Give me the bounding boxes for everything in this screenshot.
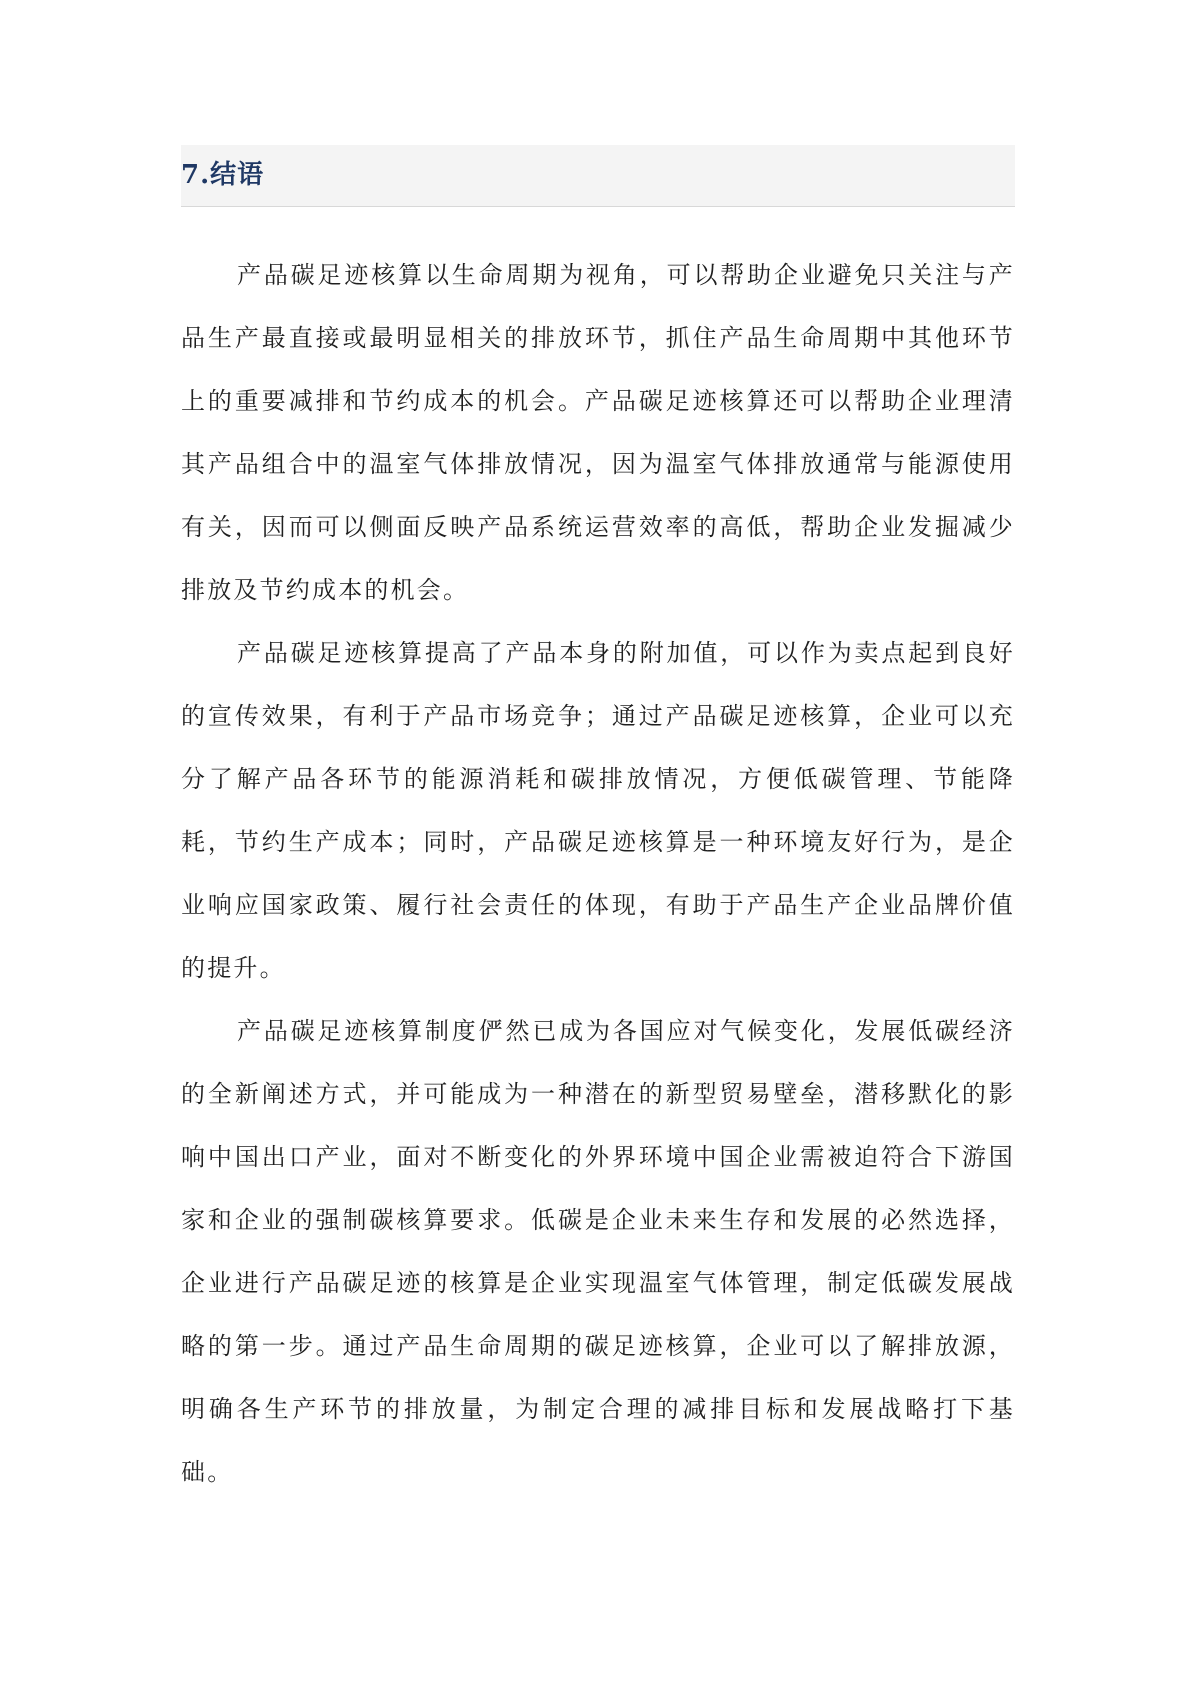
section-title: 7.结语: [181, 160, 265, 190]
paragraph-2: 产品碳足迹核算提高了产品本身的附加值，可以作为卖点起到良好的宣传效果，有利于产品市场竞争；通过产品碳足迹核算，企业可以充分了解产品各环节的能源消耗和碳排放情况，方便低碳管理、节能降耗，节约生产成本；同时，产品碳足迹核算是一种环境友好行为，是企业响应国家政策、履行社会责任的体现，有助于产品生产企业品牌价值的提升。: [181, 639, 1015, 982]
paragraph-1: 产品碳足迹核算以生命周期为视角，可以帮助企业避免只关注与产品生产最直接或最明显相关的排放环节，抓住产品生命周期中其他环节上的重要减排和节约成本的机会。产品碳足迹核算还可以帮助企业理清其产品组合中的温室气体排放情况，因为温室气体排放通常与能源使用有关，因而可以侧面反映产品系统运营效率的高低，帮助企业发掘减少排放及节约成本的机会。: [181, 261, 1015, 604]
section-header-bar: [181, 145, 1015, 207]
paragraph-3: 产品碳足迹核算制度俨然已成为各国应对气候变化，发展低碳经济的全新阐述方式，并可能成为一种潜在的新型贸易壁垒，潜移默化的影响中国出口产业，面对不断变化的外界环境中国企业需被迫符合下游国家和企业的强制碳核算要求。低碳是企业未来生存和发展的必然选择，企业进行产品碳足迹的核算是企业实现温室气体管理，制定低碳发展战略的第一步。通过产品生命周期的碳足迹核算，企业可以了解排放源，明确各生产环节的排放量，为制定合理的减排目标和发展战略打下基础。: [181, 1017, 1015, 1486]
body-text: [181, 244, 1015, 1504]
